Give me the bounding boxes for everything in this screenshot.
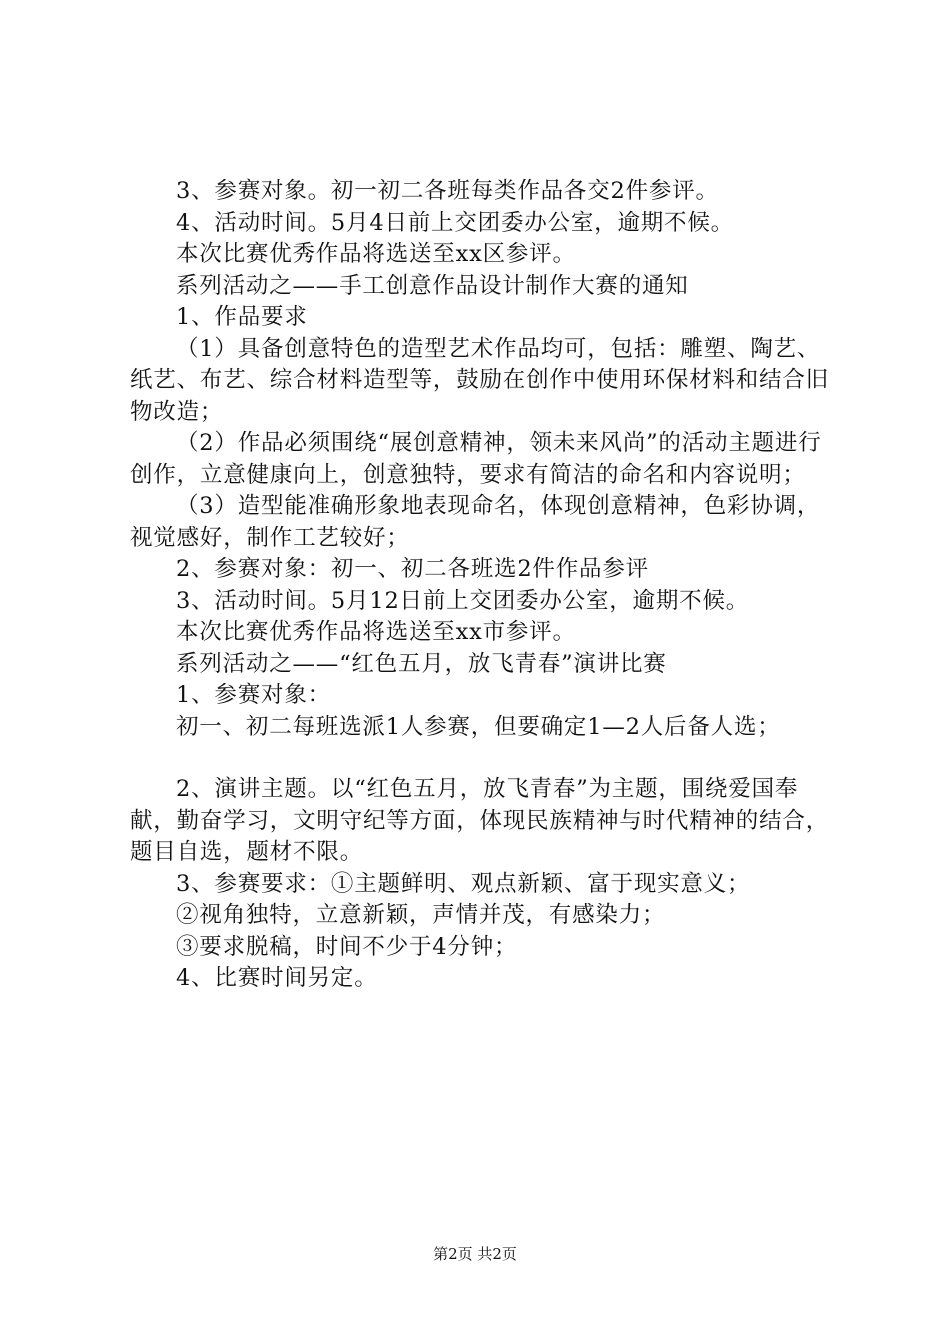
paragraph: 初一、初二每班选派1人参赛，但要确定1—2人后备人选； bbox=[176, 713, 781, 740]
section-heading: 系列活动之——“红色五月，放飞青春”演讲比赛 bbox=[176, 650, 667, 677]
paragraph: 4、比赛时间另定。 bbox=[176, 965, 378, 991]
page-footer: 第2页 共2页 bbox=[433, 1245, 517, 1263]
paragraph: 1、参赛对象： bbox=[176, 682, 331, 708]
section-heading: 系列活动之——手工创意作品设计制作大赛的通知 bbox=[176, 272, 689, 299]
document-body bbox=[130, 176, 830, 995]
paragraph: ②视角独特，立意新颖，声情并茂，有感染力； bbox=[176, 902, 666, 928]
paragraph: （1）具备创意特色的造型艺术作品均可，包括：雕塑、陶艺、纸艺、布艺、综合材料造型等，鼓励在创作中使用环保材料和结合旧物改造； bbox=[130, 335, 830, 425]
paragraph: 3、参赛对象。初一初二各班每类作品各交2件参评。 bbox=[176, 178, 719, 204]
paragraph: 2、参赛对象：初一、初二各班选2件作品参评 bbox=[176, 556, 649, 582]
paragraph: 本次比赛优秀作品将选送至xx市参评。 bbox=[176, 619, 576, 645]
paragraph: 1、作品要求 bbox=[176, 304, 308, 330]
paragraph: （2）作品必须围绕“展创意精神，领未来风尚”的活动主题进行创作，立意健康向上，创意独特，要求有简洁的命名和内容说明； bbox=[130, 430, 822, 488]
paragraph: 本次比赛优秀作品将选送至xx区参评。 bbox=[176, 241, 576, 267]
paragraph: 4、活动时间。5月4日前上交团委办公室，逾期不候。 bbox=[176, 209, 734, 236]
paragraph: 3、活动时间。5月12日前上交团委办公室，逾期不候。 bbox=[176, 587, 750, 614]
paragraph: ③要求脱稿，时间不少于4分钟； bbox=[176, 933, 518, 960]
paragraph: 2、演讲主题。以“红色五月，放飞青春”为主题，围绕爱国奉献，勤奋学习，文明守纪等方面，体现民族精神与时代精神的结合，题目自选，题材不限。 bbox=[130, 776, 830, 865]
paragraph: 3、参赛要求：①主题鲜明、观点新颖、富于现实意义； bbox=[176, 870, 751, 897]
paragraph: （3）造型能准确形象地表现命名，体现创意精神，色彩协调，视觉感好，制作工艺较好； bbox=[130, 493, 821, 551]
